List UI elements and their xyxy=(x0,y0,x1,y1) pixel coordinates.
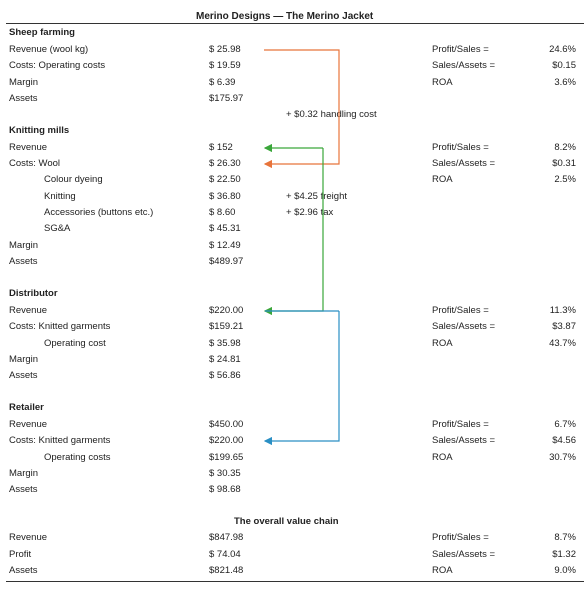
row-value: $ 36.80 xyxy=(209,191,241,202)
tax-annotation: + $2.96 tax xyxy=(286,207,334,218)
metric-label: Sales/Assets = xyxy=(432,321,496,332)
row-label: Costs: Wool xyxy=(9,158,61,169)
row-value: $220.00 xyxy=(209,435,244,446)
metric-label: Profit/Sales = xyxy=(432,532,489,543)
row-label: Margin xyxy=(9,354,39,365)
row-label: Assets xyxy=(9,370,38,381)
section-heading: Knitting mills xyxy=(9,125,70,136)
metric-value: 6.7% xyxy=(554,419,576,430)
row-label: Assets xyxy=(9,565,38,576)
metric-label: Sales/Assets = xyxy=(432,158,496,169)
row-value: $ 12.49 xyxy=(209,240,241,251)
row-value: $ 19.59 xyxy=(209,60,241,71)
row-value: $ 26.30 xyxy=(209,158,241,169)
row-label: Costs: Operating costs xyxy=(9,60,106,71)
metric-value: $3.87 xyxy=(552,321,576,332)
metric-value: 2.5% xyxy=(554,174,576,185)
metric-label: ROA xyxy=(432,452,453,463)
metric-label: ROA xyxy=(432,565,453,576)
metric-value: 3.6% xyxy=(554,77,576,88)
row-label: Margin xyxy=(9,240,39,251)
row-label: Assets xyxy=(9,93,38,104)
row-value: $ 45.31 xyxy=(209,223,241,234)
metric-value: $4.56 xyxy=(552,435,576,446)
metric-value: 43.7% xyxy=(549,338,576,349)
row-value: $ 8.60 xyxy=(209,207,236,218)
metric-value: 8.2% xyxy=(554,142,576,153)
row-label: Margin xyxy=(9,77,39,88)
row-value: $450.00 xyxy=(209,419,244,430)
row-value: $ 24.81 xyxy=(209,354,241,365)
metric-label: Profit/Sales = xyxy=(432,305,489,316)
metric-value: $1.32 xyxy=(552,549,576,560)
row-label: Profit xyxy=(9,549,32,560)
page-title: Merino Designs — The Merino Jacket xyxy=(196,11,374,22)
section-heading: Sheep farming xyxy=(9,27,75,38)
metric-label: ROA xyxy=(432,338,453,349)
row-label: Assets xyxy=(9,484,38,495)
row-value: $ 98.68 xyxy=(209,484,241,495)
row-value: $ 22.50 xyxy=(209,174,241,185)
row-value: $ 56.86 xyxy=(209,370,241,381)
row-value: $847.98 xyxy=(209,532,244,543)
section-heading: Retailer xyxy=(9,402,44,413)
row-label: Revenue xyxy=(9,305,48,316)
row-value: $159.21 xyxy=(209,321,244,332)
row-label: Operating cost xyxy=(44,338,106,349)
green-flow-arrow-line xyxy=(265,148,323,311)
metric-value: 30.7% xyxy=(549,452,576,463)
metric-label: Profit/Sales = xyxy=(432,44,489,55)
orange-flow-arrow-line xyxy=(264,50,339,164)
metric-value: 11.3% xyxy=(549,305,576,316)
row-label: Revenue (wool kg) xyxy=(9,44,89,55)
row-label: Knitting xyxy=(44,191,76,202)
row-label: Margin xyxy=(9,468,39,479)
metric-label: Sales/Assets = xyxy=(432,435,496,446)
row-value: $ 152 xyxy=(209,142,233,153)
row-label: Colour dyeing xyxy=(44,174,103,185)
metric-label: Sales/Assets = xyxy=(432,60,496,71)
metric-label: Profit/Sales = xyxy=(432,419,489,430)
row-value: $ 35.98 xyxy=(209,338,241,349)
metric-value: $0.31 xyxy=(552,158,576,169)
metric-value: 8.7% xyxy=(554,532,576,543)
metric-label: ROA xyxy=(432,77,453,88)
metric-value: $0.15 xyxy=(552,60,576,71)
row-label: Revenue xyxy=(9,532,48,543)
row-value: $821.48 xyxy=(209,565,244,576)
freight-annotation: + $4.25 freight xyxy=(286,191,348,202)
row-value: $ 74.04 xyxy=(209,549,241,560)
metric-value: 9.0% xyxy=(554,565,576,576)
metric-value: 24.6% xyxy=(549,44,576,55)
section-heading: Distributor xyxy=(9,288,58,299)
handling-cost-annotation: + $0.32 handling cost xyxy=(286,109,377,120)
metric-label: Sales/Assets = xyxy=(432,549,496,560)
row-label: Costs: Knitted garments xyxy=(9,435,111,446)
row-label: Assets xyxy=(9,256,38,267)
metric-label: ROA xyxy=(432,174,453,185)
row-value: $489.97 xyxy=(209,256,244,267)
row-label: SG&A xyxy=(44,223,71,234)
row-label: Accessories (buttons etc.) xyxy=(44,207,154,218)
row-label: Revenue xyxy=(9,142,48,153)
metric-label: Profit/Sales = xyxy=(432,142,489,153)
blue-flow-arrow-line xyxy=(265,311,339,441)
row-label: Operating costs xyxy=(44,452,111,463)
section-heading: The overall value chain xyxy=(234,516,339,527)
row-value: $199.65 xyxy=(209,452,244,463)
row-label: Revenue xyxy=(9,419,48,430)
row-value: $220.00 xyxy=(209,305,244,316)
row-value: $175.97 xyxy=(209,93,244,104)
row-label: Costs: Knitted garments xyxy=(9,321,111,332)
row-value: $ 6.39 xyxy=(209,77,236,88)
row-value: $ 25.98 xyxy=(209,44,241,55)
row-value: $ 30.35 xyxy=(209,468,241,479)
